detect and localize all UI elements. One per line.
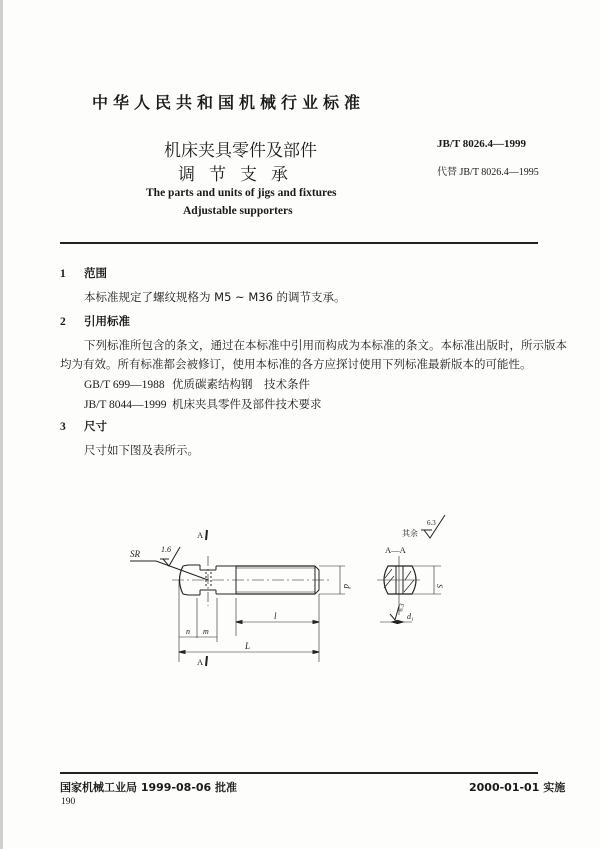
standard-code: JB/T 8026.4—1999 [437,138,527,150]
effective-date: 2000-01-01 实施 [469,781,566,794]
reference-code: GB/T 699—1988 [84,379,165,391]
dim-s: S [435,584,444,588]
roughness-label: 1.6 [161,545,171,554]
dim-l: l [274,611,277,621]
section-number: 1 [60,268,66,280]
section-number: 2 [60,316,66,328]
dim-m: m [203,627,209,636]
sr-label: SR [130,549,140,559]
section-number: 3 [60,421,66,433]
section-title: 尺寸 [84,419,107,433]
organization-title: 中华人民共和国机械行业标准 [92,93,366,112]
title-en-line1: The parts and units of jigs and fixtures [146,187,337,199]
section-2-paragraph-line2: 均为有效。所有标准都会被修订，使用本标准的各方应探讨使用下列标准最新版本的可能性。 [60,357,532,371]
reference-title: 优质碳素结构钢 技术条件 [172,377,310,391]
dim-L: L [245,641,251,651]
other-roughness-value: 6.3 [427,519,436,527]
dim-n: n [186,627,190,636]
section-marker-bottom: A [197,657,204,667]
section-title: 范围 [84,266,107,280]
title-cn-line1: 机床夹具零件及部件 [164,141,317,161]
approval-info: 国家机械工业局 1999-08-06 批准 [60,781,238,794]
reference-title: 机床夹具零件及部件技术要求 [172,397,322,411]
other-roughness-label: 其余 [402,529,418,538]
section-1-paragraph: 本标准规定了螺纹规格为 M5 ~ M36 的调节支承。 [84,290,346,304]
section-roughness-value: 6.3 [397,602,407,613]
section-marker-top: A [197,530,204,540]
footer-divider [60,772,538,774]
title-cn-line2: 调节支承 [178,165,302,185]
section-title: 引用标准 [84,314,130,328]
section-2-paragraph-line1: 下列标准所包含的条文，通过在本标准中引用而构成为本标准的条文。本标准出版时，所示版本 [84,338,567,352]
title-en-line2: Adjustable supporters [183,205,293,217]
page-number: 190 [61,797,76,807]
dim-d: d [342,584,352,589]
dim-d1: d₁ [407,612,414,621]
section-3-paragraph: 尺寸如下图及表所示。 [84,443,199,457]
reference-code: JB/T 8044—1999 [84,399,167,411]
replaces-standard: 代替 JB/T 8026.4—1995 [437,167,539,178]
section-view-title: A—A [385,545,406,555]
